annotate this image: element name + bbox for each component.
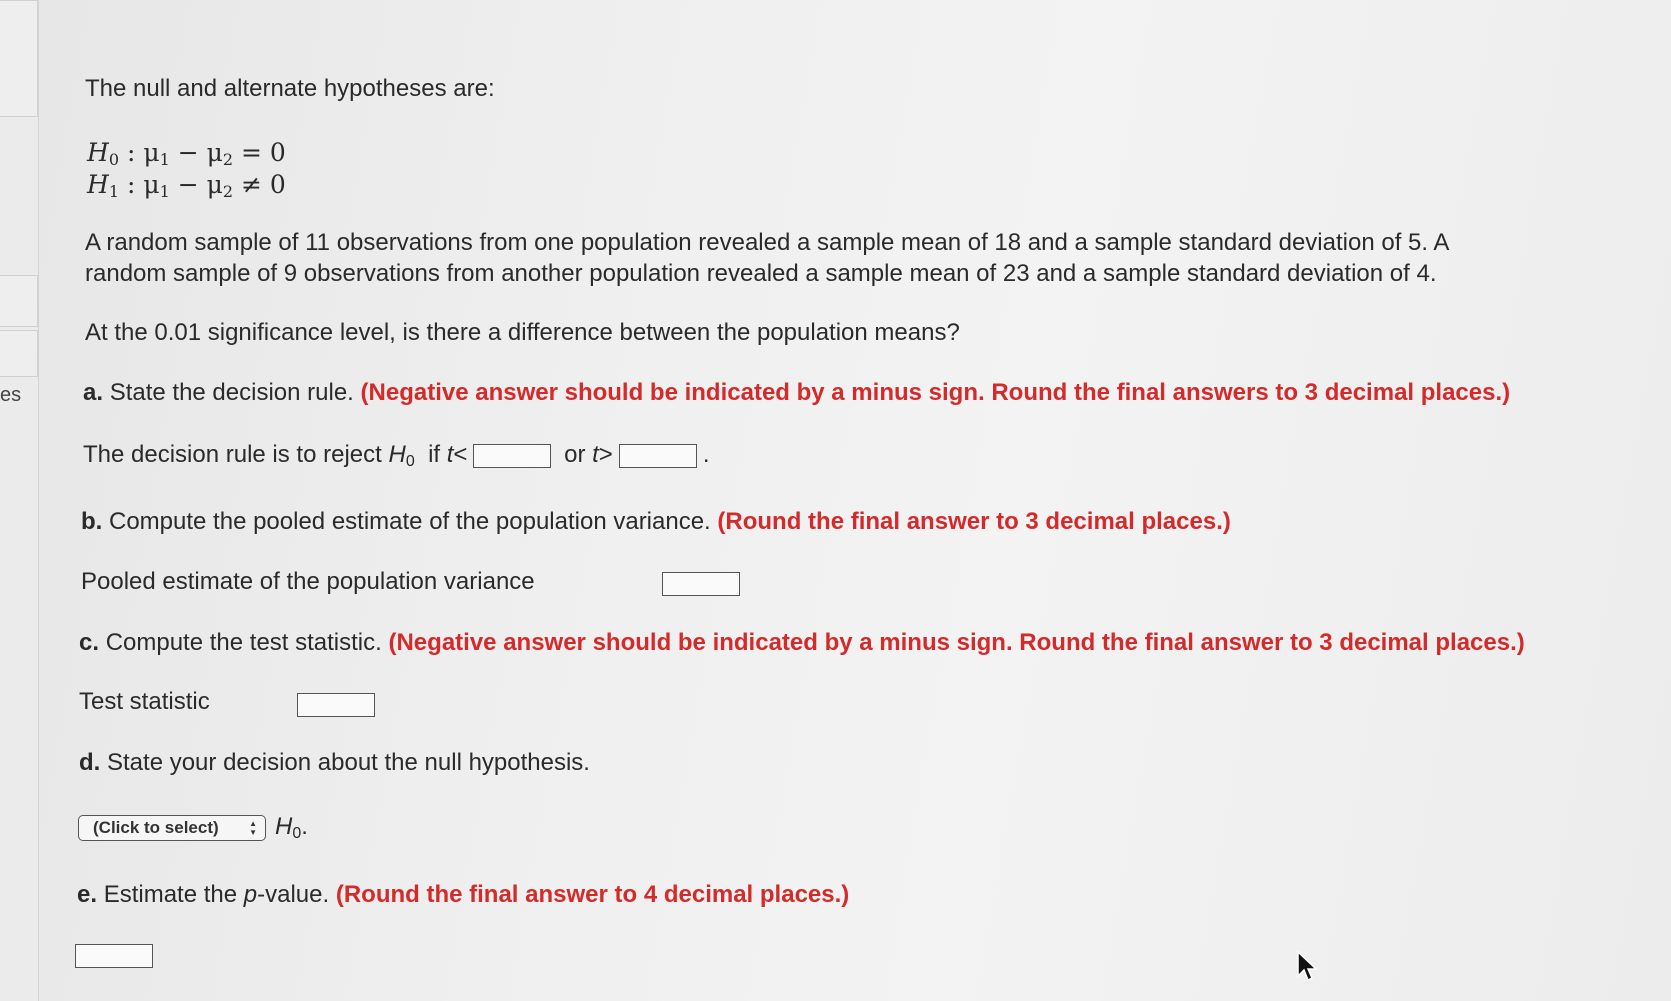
decision-select[interactable]: [78, 815, 266, 841]
test-statistic-label: Test statistic: [79, 688, 210, 715]
h0-expression-b: − μ: [169, 138, 223, 167]
part-d-text: State your decision about the null hypothesis.: [107, 749, 590, 776]
p-value-input[interactable]: [75, 944, 153, 968]
part-c-instruction: (Negative answer should be indicated by a minus sign. Round the final answer to 3 decimal places.): [388, 629, 1525, 656]
h1-symbol: H: [87, 170, 109, 199]
part-a-instruction: (Negative answer should be indicated by a minus sign. Round the final answers to 3 decimal places.): [360, 379, 1511, 406]
lower-critical-value-input[interactable]: [473, 444, 551, 468]
h1-expression-a: : μ: [126, 170, 160, 199]
pooled-variance-label: Pooled estimate of the population variance: [81, 568, 535, 595]
hypotheses-heading: The null and alternate hypotheses are:: [85, 75, 495, 102]
sidebar-partial-label: es: [0, 384, 22, 406]
part-e-text-prefix: Estimate the: [103, 881, 244, 908]
decision-rule-or: or: [557, 441, 593, 468]
part-e-label: e.: [77, 881, 98, 908]
decision-rule-prefix: The decision rule is to reject: [83, 441, 389, 468]
part-c-label: c.: [79, 629, 100, 656]
sidebar-panel-middle[interactable]: [0, 275, 38, 327]
h0-sub-b: 2: [222, 150, 234, 169]
part-e-text-p: p: [243, 881, 258, 908]
decision-rule-if: if: [414, 441, 447, 468]
part-e-prompt: [77, 880, 849, 910]
part-a-text: State the decision rule.: [109, 379, 354, 406]
h1-sub-a: 1: [159, 182, 170, 201]
decision-rule-t2: t: [592, 441, 599, 468]
decision-rule-t1: t: [446, 441, 454, 468]
decision-rule-h-sub: 0: [405, 453, 415, 470]
decision-rule-lt: <: [453, 441, 468, 468]
h0-symbol: H: [87, 138, 109, 167]
part-e-instruction: (Round the final answer to 4 decimal places.): [335, 881, 850, 908]
decision-select-value: (Click to select): [93, 818, 219, 837]
mouse-cursor-icon: [1296, 950, 1322, 984]
part-b-prompt: [81, 507, 1231, 537]
part-b-text: Compute the pooled estimate of the population variance.: [109, 508, 711, 535]
decision-rule-end: .: [702, 441, 710, 468]
test-statistic-input[interactable]: [297, 693, 375, 717]
problem-text-line-2: random sample of 9 observations from another population revealed a sample mean of 23 and a sample standard deviation of 4.: [85, 260, 1437, 287]
part-e-text-suffix: -value.: [257, 881, 330, 908]
upper-critical-value-input[interactable]: [619, 444, 697, 468]
decision-suffix: [275, 812, 308, 849]
problem-text-line-1: A random sample of 11 observations from one population revealed a sample mean of 18 and a sample standard deviation of 5. A: [85, 229, 1450, 256]
h1-subscript: 1: [108, 182, 119, 201]
sidebar-panel-top[interactable]: [0, 0, 38, 117]
part-b-instruction: (Round the final answer to 3 decimal places.): [717, 508, 1231, 535]
h0-subscript: 0: [108, 150, 119, 169]
decision-rule-gt: >: [598, 441, 613, 468]
part-a-label: a.: [83, 379, 104, 406]
decision-suffix-sub: 0: [292, 825, 302, 842]
pooled-variance-input[interactable]: [662, 572, 740, 596]
part-a-prompt: [83, 378, 1510, 408]
part-c-prompt: [79, 628, 1525, 658]
decision-suffix-h: H: [275, 813, 293, 840]
h0-sub-a: 1: [159, 150, 170, 169]
left-sidebar: [0, 0, 39, 1001]
h1-sub-b: 2: [222, 182, 234, 201]
part-b-label: b.: [81, 508, 103, 535]
sidebar-panel-lower[interactable]: [0, 330, 38, 377]
alternate-hypothesis: [87, 170, 286, 207]
select-arrows-icon: ▲ ▼: [249, 819, 257, 837]
part-c-text: Compute the test statistic.: [105, 629, 382, 656]
decision-suffix-end: .: [301, 813, 308, 840]
problem-question: At the 0.01 significance level, is there a difference between the population means?: [85, 319, 960, 346]
h0-relation: = 0: [233, 138, 286, 167]
decision-rule-line: [83, 440, 709, 477]
h0-expression-a: : μ: [126, 138, 160, 167]
h1-expression-b: − μ: [169, 170, 223, 199]
part-d-label: d.: [79, 749, 101, 776]
part-d-prompt: [79, 748, 590, 778]
h1-relation: ≠ 0: [233, 170, 286, 199]
decision-rule-h: H: [388, 441, 406, 468]
